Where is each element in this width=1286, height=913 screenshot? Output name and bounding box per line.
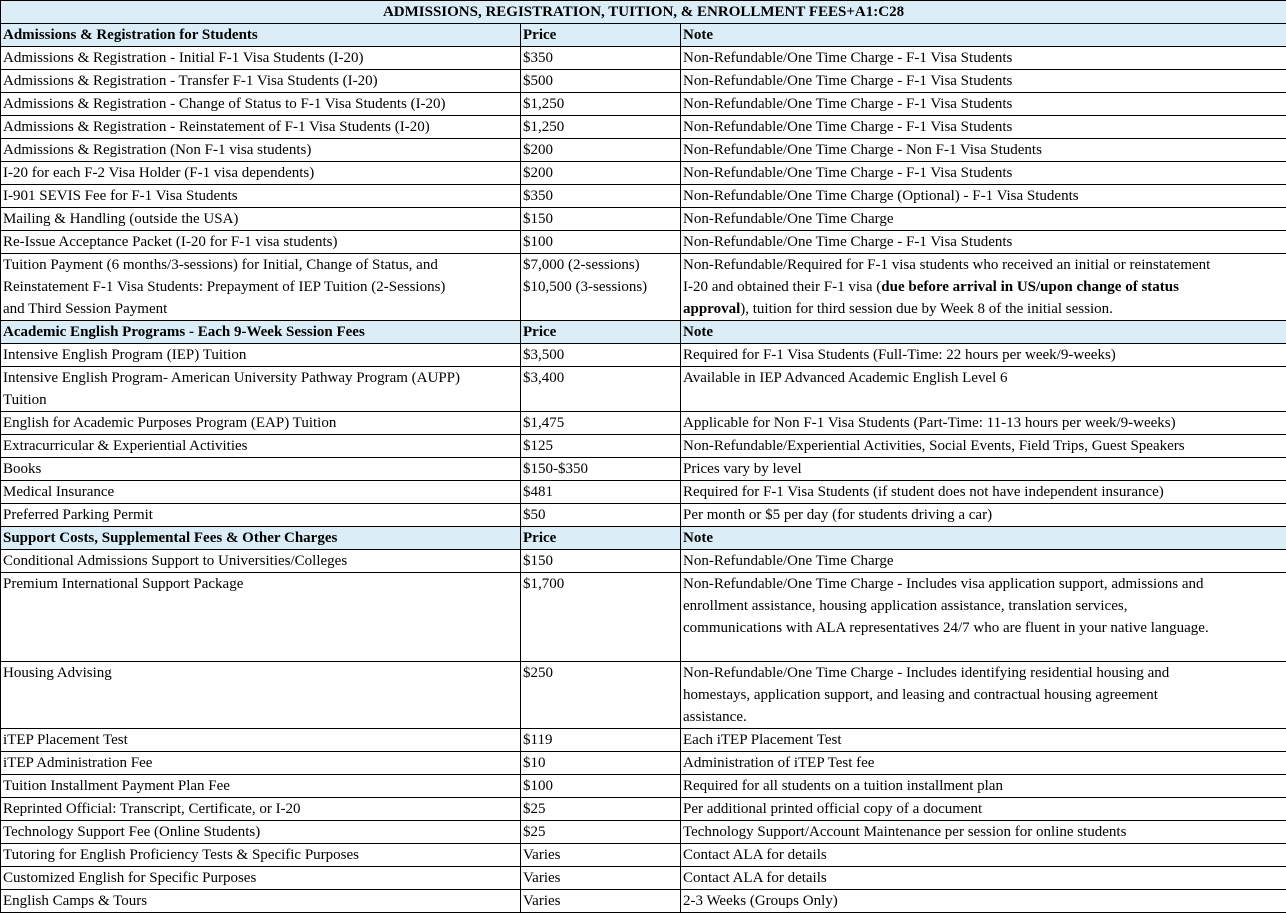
note-cell[interactable]: Non-Refundable/One Time Charge - F-1 Visa Students [681, 93, 1286, 116]
note-text: Non-Refundable/Required for F-1 visa students who received an initial or reinstatement I-20 and obtained their F-1 visa ( [683, 257, 1210, 295]
fee-item-cell[interactable]: Customized English for Specific Purposes [1, 867, 521, 890]
price-cell[interactable]: $7,000 (2-sessions) $10,500 (3-sessions) [521, 254, 681, 321]
table-row [1, 162, 1286, 185]
price-cell[interactable]: $3,400 [521, 367, 681, 412]
table-row [1, 573, 1286, 662]
table-row [1, 47, 1286, 70]
section-header-row [1, 527, 1286, 550]
fee-item-cell[interactable]: Premium International Support Package [1, 573, 521, 662]
price-cell[interactable]: $1,700 [521, 573, 681, 662]
note-cell[interactable]: Per month or $5 per day (for students driving a car) [681, 504, 1286, 527]
fee-item-cell[interactable]: English for Academic Purposes Program (EAP) Tuition [1, 412, 521, 435]
table-row [1, 435, 1286, 458]
table-row [1, 775, 1286, 798]
price-header[interactable]: Price [521, 24, 681, 47]
fee-item-cell[interactable]: I-20 for each F-2 Visa Holder (F-1 visa dependents) [1, 162, 521, 185]
table-row [1, 821, 1286, 844]
table-row [1, 798, 1286, 821]
table-row [1, 867, 1286, 890]
price-cell[interactable]: $1,250 [521, 93, 681, 116]
item-header[interactable]: Academic English Programs - Each 9-Week Session Fees [1, 321, 521, 344]
price-cell[interactable]: Varies [521, 890, 681, 913]
note-bold-text: due before arrival in US/upon change of status approval [683, 279, 1179, 317]
price-cell[interactable]: $150 [521, 550, 681, 573]
price-cell[interactable]: $350 [521, 185, 681, 208]
price-cell[interactable]: $100 [521, 775, 681, 798]
table-row [1, 412, 1286, 435]
item-header[interactable]: Support Costs, Supplemental Fees & Other Charges [1, 527, 521, 550]
note-cell[interactable]: 2-3 Weeks (Groups Only) [681, 890, 1286, 913]
price-cell[interactable]: $150 [521, 208, 681, 231]
note-cell[interactable]: Non-Refundable/One Time Charge - Includes visa application support, admissions and enrollment assistance, housing application assistance, translation services, communications with ALA representatives 24/7 who are fluent in your native language. [681, 573, 1286, 662]
note-cell[interactable]: Non-Refundable/One Time Charge - F-1 Visa Students [681, 47, 1286, 70]
table-row [1, 231, 1286, 254]
price-header[interactable]: Price [521, 527, 681, 550]
price-cell[interactable]: $100 [521, 231, 681, 254]
price-cell[interactable]: $481 [521, 481, 681, 504]
note-cell[interactable]: Non-Refundable/One Time Charge [681, 550, 1286, 573]
fee-item-cell[interactable]: Admissions & Registration - Reinstatement of F-1 Visa Students (I-20) [1, 116, 521, 139]
note-cell[interactable]: Contact ALA for details [681, 867, 1286, 890]
price-cell[interactable]: $350 [521, 47, 681, 70]
fee-item-cell[interactable]: Housing Advising [1, 662, 521, 729]
table-row [1, 504, 1286, 527]
note-cell[interactable]: Required for all students on a tuition installment plan [681, 775, 1286, 798]
table-row [1, 481, 1286, 504]
note-cell[interactable]: Required for F-1 Visa Students (if student does not have independent insurance) [681, 481, 1286, 504]
fee-item-cell[interactable]: Preferred Parking Permit [1, 504, 521, 527]
note-cell[interactable]: Administration of iTEP Test fee [681, 752, 1286, 775]
table-row [1, 70, 1286, 93]
fee-item-cell[interactable]: Admissions & Registration - Change of Status to F-1 Visa Students (I-20) [1, 93, 521, 116]
item-header[interactable]: Admissions & Registration for Students [1, 24, 521, 47]
table-row [1, 344, 1286, 367]
fee-item-cell[interactable]: Admissions & Registration - Transfer F-1 Visa Students (I-20) [1, 70, 521, 93]
note-cell[interactable]: Applicable for Non F-1 Visa Students (Part-Time: 11-13 hours per week/9-weeks) [681, 412, 1286, 435]
table-row [1, 729, 1286, 752]
table-row [1, 550, 1286, 573]
price-header[interactable]: Price [521, 321, 681, 344]
note-header[interactable]: Note [681, 321, 1286, 344]
fee-item-cell[interactable]: iTEP Placement Test [1, 729, 521, 752]
price-cell[interactable]: $10 [521, 752, 681, 775]
note-cell[interactable]: Non-Refundable/One Time Charge - F-1 Visa Students [681, 116, 1286, 139]
table-row [1, 662, 1286, 729]
fee-item-cell[interactable]: iTEP Administration Fee [1, 752, 521, 775]
section-header-row [1, 24, 1286, 47]
fee-item-cell[interactable]: Books [1, 458, 521, 481]
note-cell[interactable]: Each iTEP Placement Test [681, 729, 1286, 752]
section-header-row [1, 321, 1286, 344]
note-cell[interactable]: Available in IEP Advanced Academic English Level 6 [681, 367, 1286, 412]
title-row [1, 1, 1286, 24]
note-cell[interactable]: Contact ALA for details [681, 844, 1286, 867]
fee-item-cell[interactable]: Tutoring for English Proficiency Tests & Specific Purposes [1, 844, 521, 867]
fee-item-cell[interactable]: Technology Support Fee (Online Students) [1, 821, 521, 844]
price-cell[interactable]: Varies [521, 867, 681, 890]
note-header[interactable]: Note [681, 24, 1286, 47]
price-cell[interactable]: $1,475 [521, 412, 681, 435]
note-header[interactable]: Note [681, 527, 1286, 550]
table-row [1, 185, 1286, 208]
fee-item-cell[interactable]: Conditional Admissions Support to Universities/Colleges [1, 550, 521, 573]
note-cell[interactable]: Prices vary by level [681, 458, 1286, 481]
note-cell[interactable]: Non-Refundable/One Time Charge - F-1 Visa Students [681, 162, 1286, 185]
note-cell[interactable]: Non-Refundable/One Time Charge (Optional) - F-1 Visa Students [681, 185, 1286, 208]
fee-table-body [1, 1, 1286, 913]
table-row [1, 367, 1286, 412]
price-cell[interactable]: $200 [521, 162, 681, 185]
note-cell[interactable]: Non-Refundable/One Time Charge [681, 208, 1286, 231]
price-cell[interactable]: $119 [521, 729, 681, 752]
note-cell[interactable]: Non-Refundable/One Time Charge - F-1 Visa Students [681, 231, 1286, 254]
table-row [1, 208, 1286, 231]
price-cell[interactable]: $25 [521, 821, 681, 844]
fee-item-cell[interactable]: Intensive English Program- American University Pathway Program (AUPP) Tuition [1, 367, 521, 412]
fee-item-cell[interactable]: Tuition Payment (6 months/3-sessions) for Initial, Change of Status, and Reinstatement F-1 Visa Students: Prepayment of IEP Tuition (2-Sessions) and Third Session Payment [1, 254, 521, 321]
table-row [1, 844, 1286, 867]
fee-item-cell[interactable]: Admissions & Registration (Non F-1 visa students) [1, 139, 521, 162]
fee-item-cell[interactable]: English Camps & Tours [1, 890, 521, 913]
note-cell[interactable]: Per additional printed official copy of a document [681, 798, 1286, 821]
table-row [1, 93, 1286, 116]
table-row [1, 752, 1286, 775]
note-cell[interactable]: Non-Refundable/One Time Charge - F-1 Visa Students [681, 70, 1286, 93]
price-cell[interactable]: $1,250 [521, 116, 681, 139]
fee-item-cell[interactable]: Intensive English Program (IEP) Tuition [1, 344, 521, 367]
fee-item-cell[interactable]: Medical Insurance [1, 481, 521, 504]
fee-item-cell[interactable]: Reprinted Official: Transcript, Certificate, or I-20 [1, 798, 521, 821]
table-row [1, 890, 1286, 913]
price-cell[interactable]: $50 [521, 504, 681, 527]
note-cell[interactable] [681, 254, 1286, 321]
note-cell[interactable]: Technology Support/Account Maintenance per session for online students [681, 821, 1286, 844]
table-row [1, 116, 1286, 139]
fee-item-cell[interactable]: Tuition Installment Payment Plan Fee [1, 775, 521, 798]
fee-item-cell[interactable]: Re-Issue Acceptance Packet (I-20 for F-1 visa students) [1, 231, 521, 254]
fee-item-cell[interactable]: I-901 SEVIS Fee for F-1 Visa Students [1, 185, 521, 208]
note-cell[interactable]: Non-Refundable/One Time Charge - Includes identifying residential housing and homestays, application support, and leasing and contractual housing agreement assistance. [681, 662, 1286, 729]
price-cell[interactable]: $250 [521, 662, 681, 729]
sheet-title[interactable]: ADMISSIONS, REGISTRATION, TUITION, & ENROLLMENT FEES+A1:C28 [1, 1, 1286, 24]
table-row [1, 254, 1286, 321]
fee-item-cell[interactable]: Extracurricular & Experiential Activities [1, 435, 521, 458]
table-row [1, 458, 1286, 481]
note-cell[interactable]: Required for F-1 Visa Students (Full-Time: 22 hours per week/9-weeks) [681, 344, 1286, 367]
price-cell[interactable]: Varies [521, 844, 681, 867]
price-cell[interactable]: $3,500 [521, 344, 681, 367]
price-cell[interactable]: $125 [521, 435, 681, 458]
price-cell[interactable]: $500 [521, 70, 681, 93]
note-cell[interactable]: Non-Refundable/Experiential Activities, Social Events, Field Trips, Guest Speakers [681, 435, 1286, 458]
price-cell[interactable]: $200 [521, 139, 681, 162]
note-cell[interactable]: Non-Refundable/One Time Charge - Non F-1 Visa Students [681, 139, 1286, 162]
note-text: ), tuition for third session due by Week 8 of the initial session. [740, 301, 1113, 317]
fee-item-cell[interactable]: Mailing & Handling (outside the USA) [1, 208, 521, 231]
table-row [1, 139, 1286, 162]
price-cell[interactable]: $150-$350 [521, 458, 681, 481]
fee-item-cell[interactable]: Admissions & Registration - Initial F-1 Visa Students (I-20) [1, 47, 521, 70]
price-cell[interactable]: $25 [521, 798, 681, 821]
